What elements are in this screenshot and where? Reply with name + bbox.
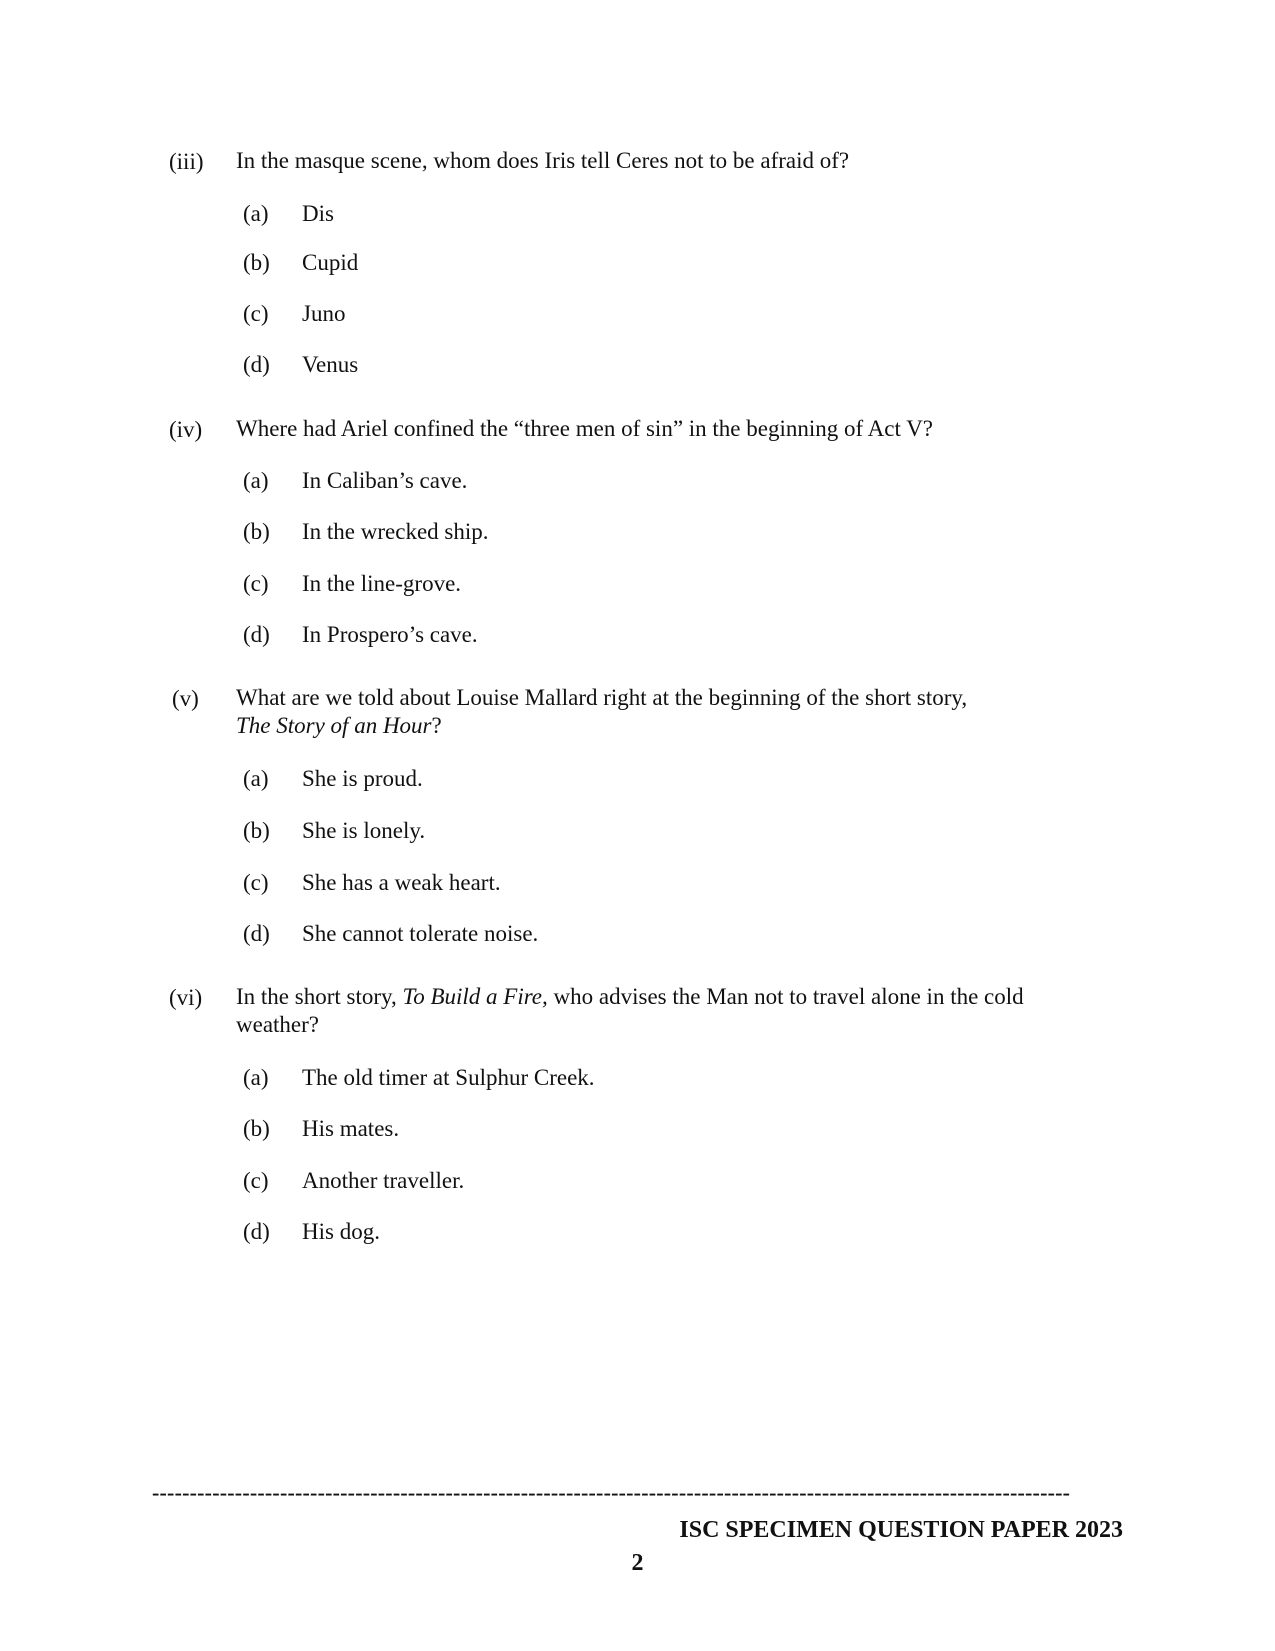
option-text: Another traveller. xyxy=(302,1168,465,1193)
option-label: (b) xyxy=(243,250,270,275)
option-label: (a) xyxy=(243,201,269,226)
question-number: (iii) xyxy=(169,149,204,174)
option-row xyxy=(0,1166,1275,1196)
option-text: She cannot tolerate noise. xyxy=(302,921,539,946)
option-label: (a) xyxy=(243,468,269,493)
option-text: His dog. xyxy=(302,1219,380,1244)
option-label: (c) xyxy=(243,870,269,895)
option-text: Venus xyxy=(302,352,359,377)
option-text: His mates. xyxy=(302,1116,400,1141)
question-text: Where had Ariel confined the “three men of sin” in the beginning of Act V? xyxy=(236,416,934,441)
option-label: (b) xyxy=(243,519,270,544)
option-row xyxy=(0,1063,1275,1093)
option-text: She is lonely. xyxy=(302,818,426,843)
option-text: In the line-grove. xyxy=(302,571,462,596)
option-row xyxy=(0,1217,1275,1247)
option-row xyxy=(0,919,1275,949)
option-label: (a) xyxy=(243,766,269,791)
option-row xyxy=(0,764,1275,794)
question-text-part: What are we told about Louise Mallard right at the beginning of the short story, xyxy=(236,685,968,710)
story-title: The Story of an Hour xyxy=(236,713,432,738)
option-row xyxy=(0,350,1275,380)
option-row xyxy=(0,1114,1275,1144)
option-label: (d) xyxy=(243,1219,270,1244)
question-text xyxy=(236,684,1056,740)
option-label: (c) xyxy=(243,571,269,596)
question-text xyxy=(236,983,1051,1039)
option-text: In the wrecked ship. xyxy=(302,519,489,544)
option-row xyxy=(0,868,1275,898)
question-text-part: In the short story, xyxy=(236,984,397,1009)
option-label: (d) xyxy=(243,352,270,377)
option-text: She has a weak heart. xyxy=(302,870,501,895)
option-row xyxy=(0,569,1275,599)
option-label: (a) xyxy=(243,1065,269,1090)
story-title: To Build a Fire, xyxy=(402,984,548,1009)
question-text-part: who advises the Man not to travel alone in the cold weather? xyxy=(236,984,1024,1037)
page-number: 2 xyxy=(631,1550,644,1576)
question-text-part: ? xyxy=(431,713,442,738)
option-text: The old timer at Sulphur Creek. xyxy=(302,1065,595,1090)
option-row xyxy=(0,466,1275,496)
option-text: In Prospero’s cave. xyxy=(302,622,478,647)
option-label: (b) xyxy=(243,1116,270,1141)
option-row xyxy=(0,199,1275,229)
footer-divider: -------------------------------------------------------------------------------------------------------------------------- xyxy=(152,1482,1071,1504)
option-text: In Caliban’s cave. xyxy=(302,468,468,493)
question-number: (iv) xyxy=(169,417,203,442)
option-row xyxy=(0,517,1275,547)
option-row xyxy=(0,299,1275,329)
option-label: (c) xyxy=(243,301,269,326)
option-text: Dis xyxy=(302,201,334,226)
option-label: (c) xyxy=(243,1168,269,1193)
option-row xyxy=(0,620,1275,650)
question-text: In the masque scene, whom does Iris tell Ceres not to be afraid of? xyxy=(236,148,850,173)
option-label: (b) xyxy=(243,818,270,843)
option-label: (d) xyxy=(243,622,270,647)
option-text: She is proud. xyxy=(302,766,423,791)
option-text: Juno xyxy=(302,301,346,326)
question-number: (v) xyxy=(172,686,199,711)
option-row xyxy=(0,816,1275,846)
option-row xyxy=(0,248,1275,278)
footer-title: ISC SPECIMEN QUESTION PAPER 2023 xyxy=(679,1517,1123,1543)
option-text: Cupid xyxy=(302,250,359,275)
option-label: (d) xyxy=(243,921,270,946)
question-number: (vi) xyxy=(169,985,203,1010)
